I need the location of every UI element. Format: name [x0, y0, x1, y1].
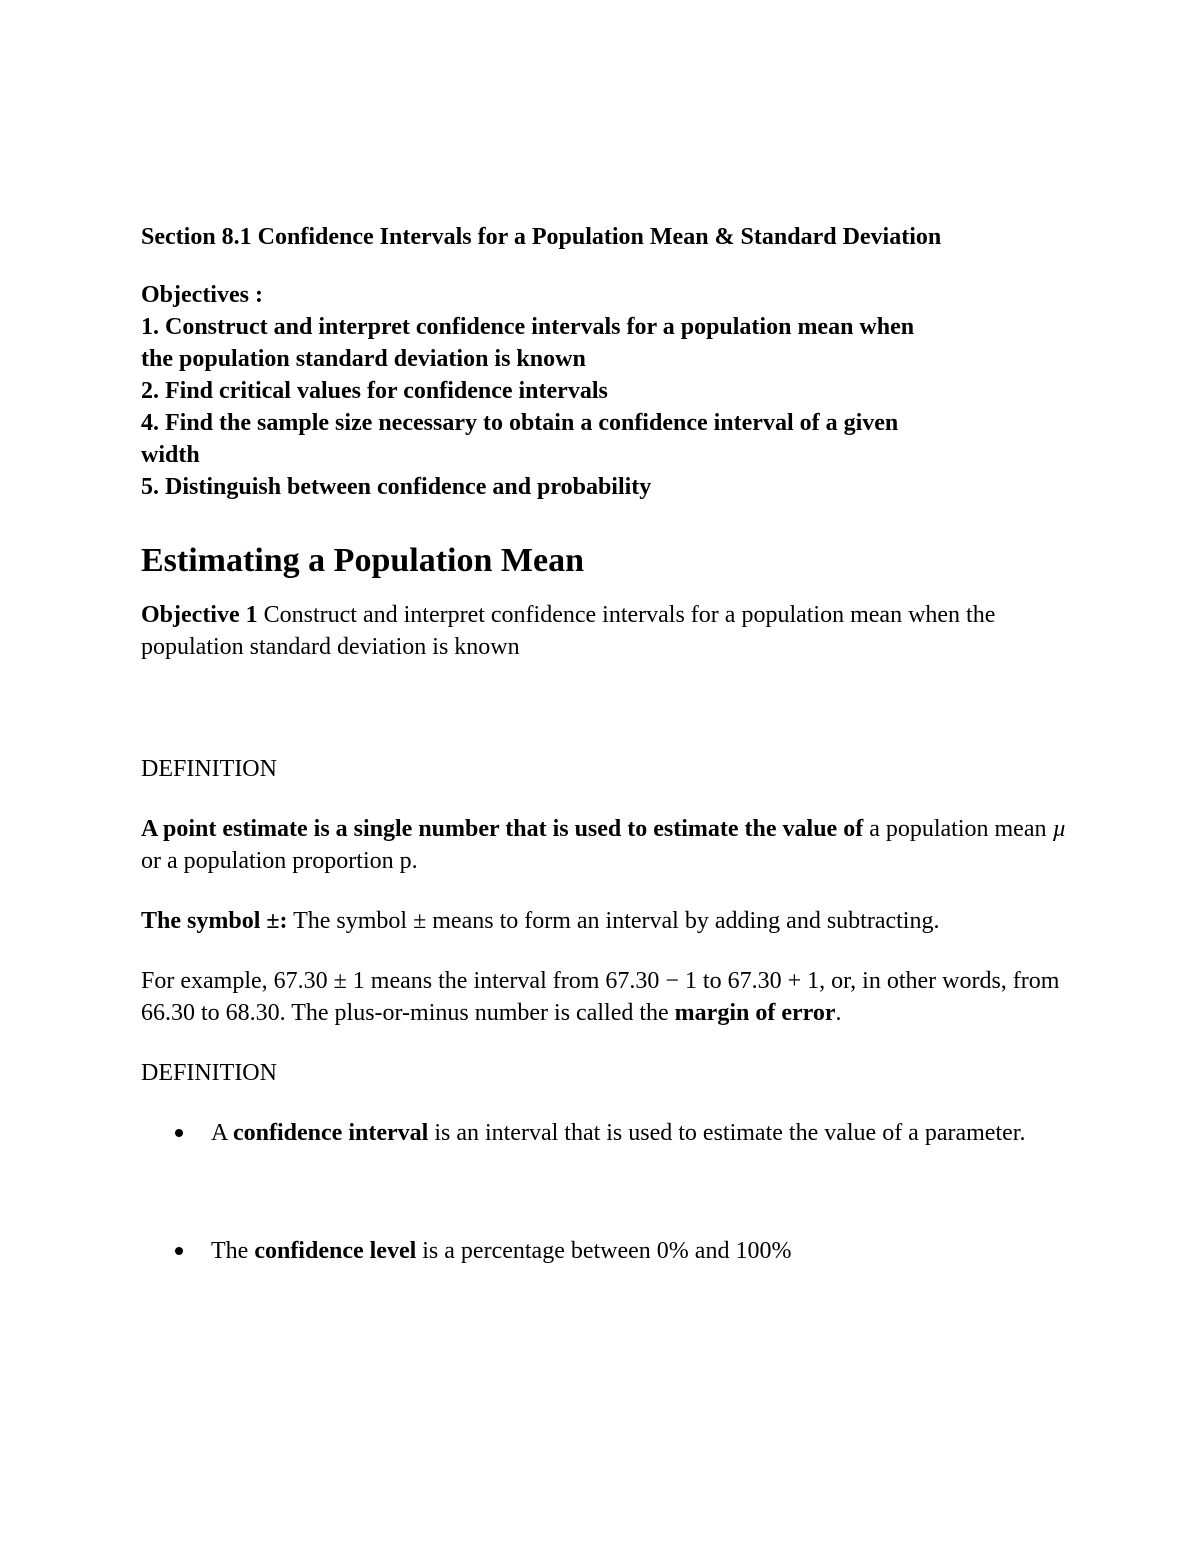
point-estimate-text-end: or a population proportion p.	[141, 848, 418, 874]
definition-bullet-list	[141, 1117, 1081, 1267]
objective-1-paragraph	[141, 599, 1081, 663]
example-text: For example, 67.30 ± 1 means the interval from 67.30 − 1 to 67.30 + 1, or, in other words, from 66.30 to 68.30. The plus-or-minus number is called the	[141, 968, 1060, 1026]
bullet-icon	[175, 1129, 183, 1137]
bullet-pre: A	[211, 1120, 234, 1146]
bullet-icon	[175, 1247, 183, 1255]
mu-symbol: µ	[1052, 816, 1067, 842]
objectives-block	[141, 279, 1081, 503]
definition-label: DEFINITION	[141, 1060, 277, 1086]
example-paragraph	[141, 965, 1081, 1029]
example-end: .	[835, 1000, 842, 1026]
bullet-pre: The	[211, 1238, 255, 1264]
plus-minus-paragraph	[141, 905, 1081, 937]
confidence-interval-term: confidence interval	[233, 1120, 429, 1146]
bullet-item	[141, 1117, 1081, 1149]
definition-label: DEFINITION	[141, 756, 277, 782]
confidence-level-term: confidence level	[254, 1238, 417, 1264]
objective-item: width	[141, 442, 200, 468]
plus-minus-text: The symbol ± means to form an interval by adding and subtracting.	[287, 908, 940, 934]
objective-item: 2. Find critical values for confidence intervals	[141, 378, 608, 404]
objectives-label: Objectives :	[141, 282, 263, 308]
objective-item: 5. Distinguish between confidence and probability	[141, 474, 652, 500]
document-page	[141, 221, 1081, 1267]
bullet-post: is a percentage between 0% and 100%	[416, 1238, 792, 1264]
plus-minus-label: The symbol ±:	[141, 908, 288, 934]
point-estimate-bold: A point estimate is a single number that is used to estimate the value of	[141, 816, 864, 842]
point-estimate-text: a population mean	[863, 816, 1053, 842]
objective-item: 4. Find the sample size necessary to obtain a confidence interval of a given	[141, 410, 899, 436]
objective-1-text: Construct and interpret confidence intervals for a population mean when the population standard deviation is known	[141, 602, 996, 660]
section-title: Section 8.1 Confidence Intervals for a Population Mean & Standard Deviation	[141, 224, 942, 250]
margin-of-error-term: margin of error	[674, 1000, 836, 1026]
bullet-item	[141, 1235, 1081, 1267]
point-estimate-paragraph	[141, 813, 1081, 877]
section-heading: Estimating a Population Mean	[141, 542, 584, 579]
objective-item: 1. Construct and interpret confidence intervals for a population mean when	[141, 314, 915, 340]
objective-1-label: Objective 1	[141, 602, 258, 628]
objective-item: the population standard deviation is known	[141, 346, 586, 372]
bullet-post: is an interval that is used to estimate the value of a parameter.	[428, 1120, 1026, 1146]
